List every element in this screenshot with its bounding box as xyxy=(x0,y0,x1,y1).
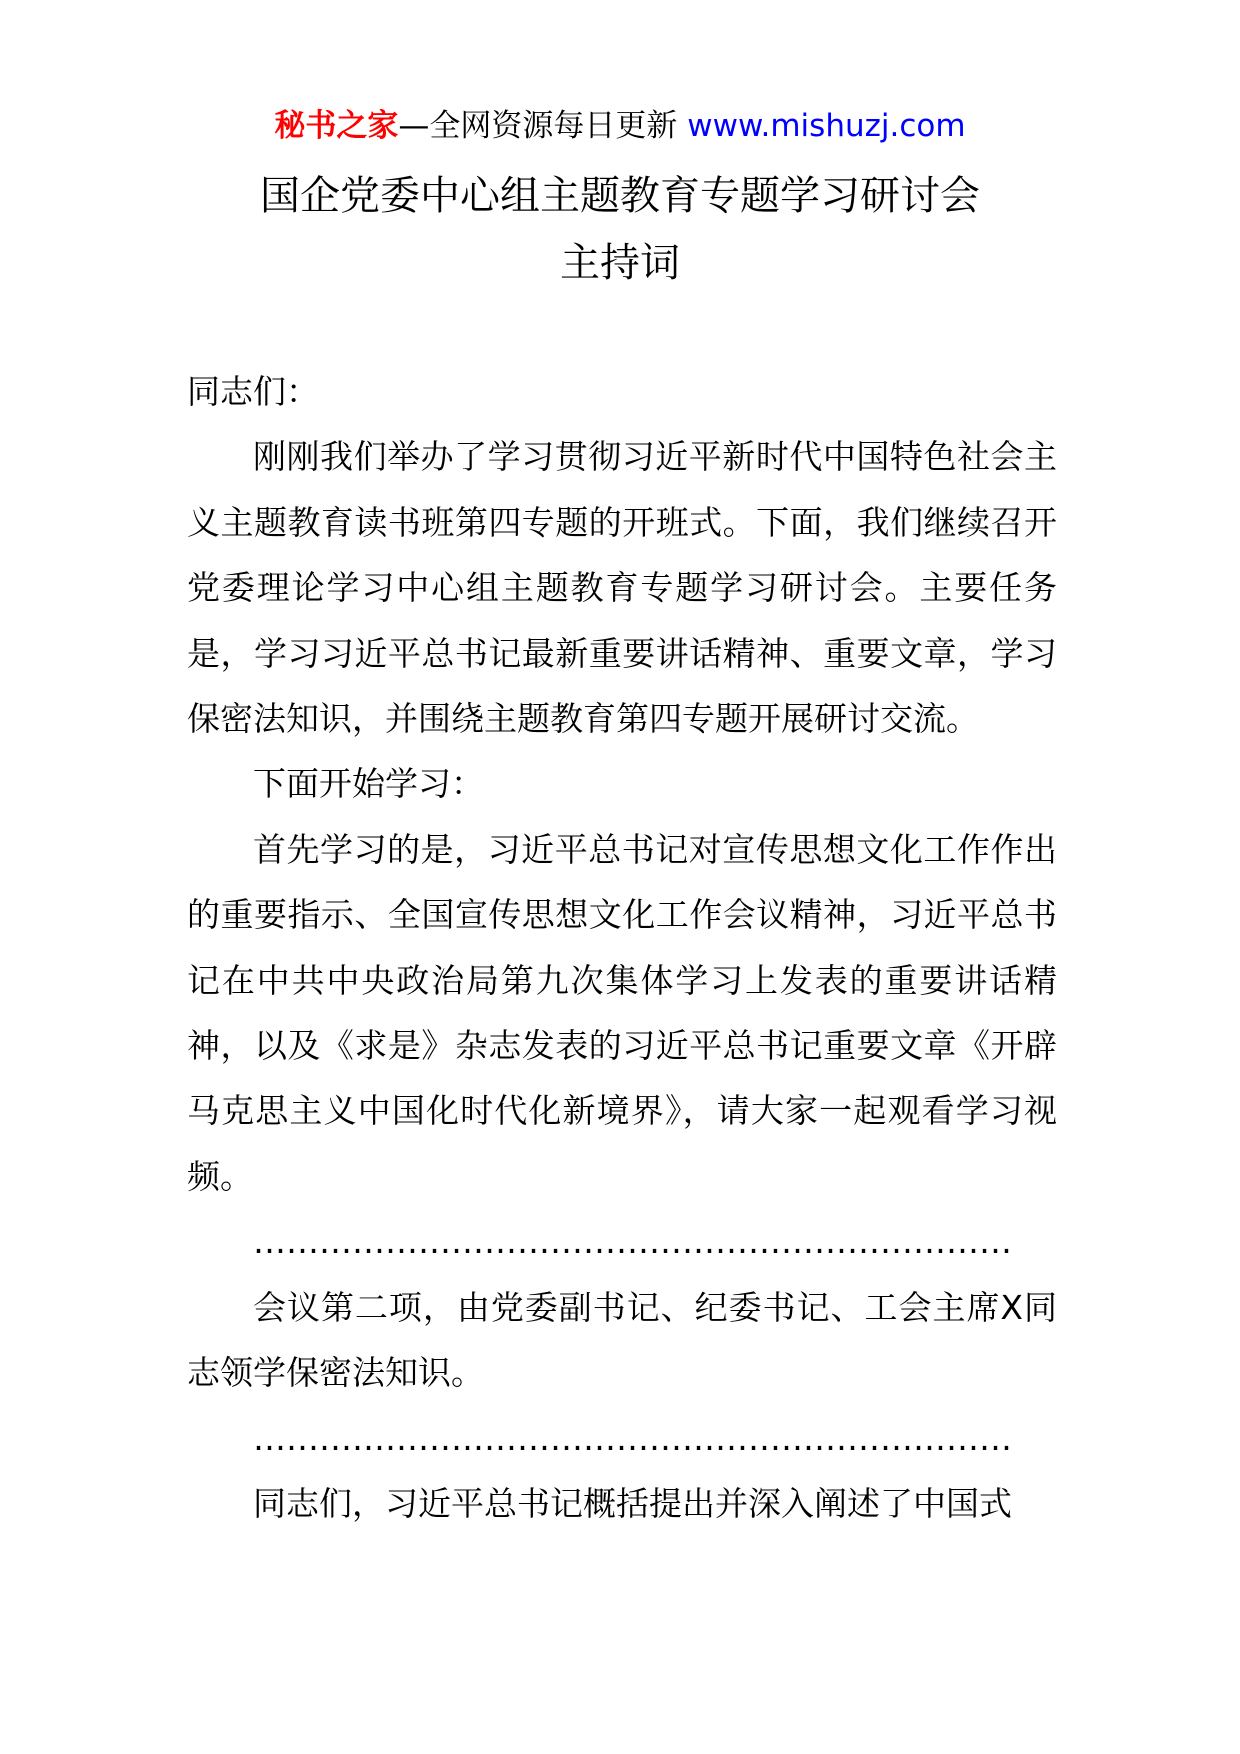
site-header xyxy=(0,104,1240,148)
paragraph: 下面开始学习： xyxy=(253,764,484,804)
document-title: 国企党委中心组主题教育专题学习研讨会 xyxy=(260,173,980,219)
separator-dots: …………………………………………………………… xyxy=(253,1418,1012,1458)
paragraph: 刚刚我们举办了学习贯彻习近平新时代中国特色社会主义主题教育读书班第四专题的开班式。下面，我们继续召开党委理论学习中心组主题教育专题学习研讨会。主要任务是，学习习近平总书记最新重要讲话精神、重要文章，学习保密法知识，并围绕主题教育第四专题开展研讨交流。 xyxy=(187,437,1057,739)
paragraph: 同志们，习近平总书记概括提出并深入阐述了中国式 xyxy=(253,1483,1012,1523)
document-body xyxy=(187,359,1057,1536)
paragraph: 会议第二项，由党委副书记、纪委书记、工会主席X同志领学保密法知识。 xyxy=(187,1287,1057,1393)
paragraph: 首先学习的是，习近平总书记对宣传思想文化工作作出的重要指示、全国宣传思想文化工作会议精神，习近平总书记在中共中央政治局第九次集体学习上发表的重要讲话精神，以及《求是》杂志发表的习近平总书记重要文章《开辟马克思主义中国化时代化新境界》，请大家一起观看学习视频。 xyxy=(187,829,1057,1196)
header-tagline: —全网资源每日更新 xyxy=(398,108,688,144)
document-subtitle: 主持词 xyxy=(560,240,680,286)
separator-dots: …………………………………………………………… xyxy=(253,1222,1012,1262)
salutation: 同志们： xyxy=(187,372,319,411)
brand-name: 秘书之家 xyxy=(274,108,399,144)
site-url-link[interactable]: www.mishuzj.com xyxy=(687,108,966,144)
